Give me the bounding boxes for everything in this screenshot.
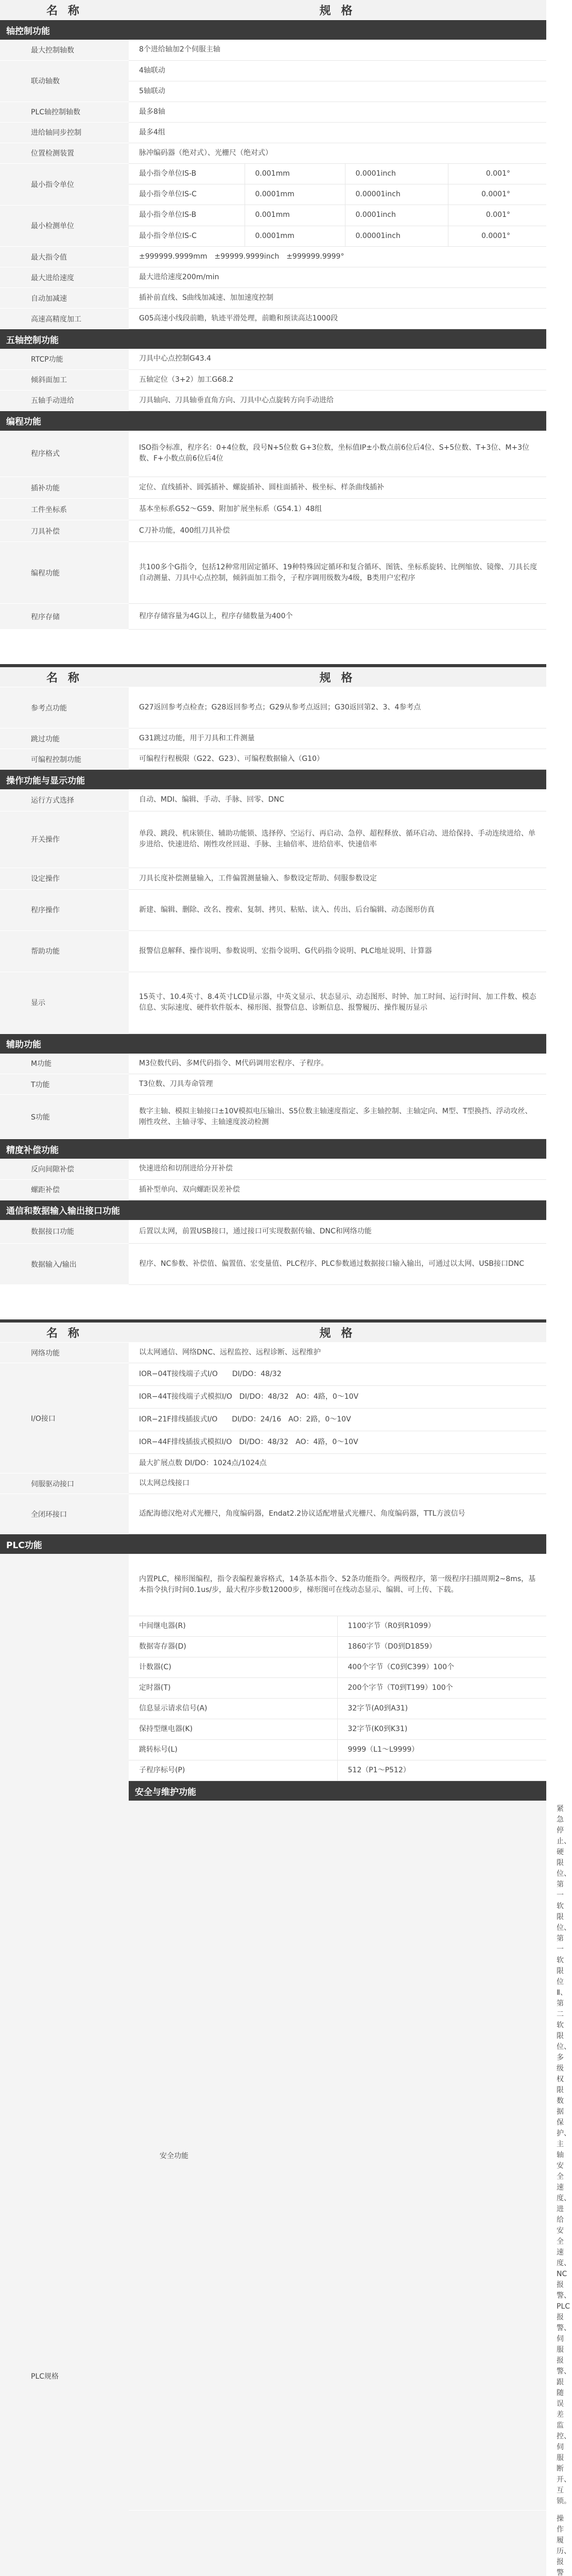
row-label: PLC规格 (0, 1554, 129, 2576)
row-label: M功能 (0, 1054, 129, 1074)
row-label: 五轴手动进给 (0, 390, 129, 411)
row-label: 刀具补偿 (0, 520, 129, 542)
table-row (0, 789, 546, 811)
table-row (0, 477, 546, 499)
table-row (0, 1473, 546, 1494)
table-header (0, 0, 546, 20)
unit-subtable-cell (129, 205, 546, 247)
table-row (0, 1074, 546, 1095)
table-row (0, 1494, 546, 1534)
section-header (0, 20, 546, 40)
table-row (0, 390, 546, 411)
row-value: IOR−21F排线插拔式I/O DI/DO：24/16 AO：2路，0～10V (129, 1409, 546, 1431)
row-value: 插补型单向、双向螺距误差补偿 (129, 1179, 546, 1200)
section-header (0, 770, 546, 790)
spec-table-1 (0, 0, 546, 630)
table-row (0, 369, 546, 390)
row-value: 5轴联动 (129, 81, 546, 101)
row-label: 编程功能 (0, 542, 129, 604)
row-value: C刀补功能，400组刀具补偿 (129, 520, 546, 542)
row-value: ISO指令标准，程序名：0+4位数，段号N+5位数 G+3位数，坐标值IP±小数点前6位后4位、S+5位数、T+3位、M+3位数、F+小数点前6位后4位 (129, 431, 546, 477)
section-title: 精度补偿功能 (0, 1139, 546, 1159)
plc-row (129, 1740, 546, 1760)
row-label: 工件坐标系 (0, 499, 129, 520)
plc-row (129, 1699, 546, 1719)
row-label: 最大指令值 (0, 247, 129, 267)
subtable-cell: 0.001° (448, 164, 546, 184)
table-row (0, 122, 546, 143)
row-value: 后置以太网，前置USB接口，通过接口可实现数据传输、DNC和网络功能 (129, 1220, 546, 1244)
table-row (0, 267, 546, 288)
subtable-cell: 最小指令单位IS-C (129, 184, 245, 205)
row-value: 适配海德汉绝对式光栅尺，角度编码器，Endat2.2协议适配增量式光栅尺、角度编码器，TTL方波信号 (129, 1494, 546, 1534)
header-spec: 规 格 (129, 1323, 546, 1343)
table-row (0, 604, 546, 630)
row-label: 参考点功能 (0, 687, 129, 728)
row-value: 共100多个G指令，包括12种常用固定循环、19种特殊固定循环和复合循环、图铣、坐标系旋转、比例缩放、镜像、刀具长度自动测量、刀具中心点控制，倾斜面加工指令，子程序调用级数为4级，B类用户宏程序 (129, 542, 546, 604)
table-row (0, 101, 546, 122)
row-label: 最小检测单位 (0, 205, 129, 247)
subtable-cell: 0.0001° (448, 184, 546, 205)
subtable-cell: 0.001° (448, 205, 546, 226)
table-row (0, 811, 546, 868)
table-row (0, 349, 546, 369)
row-label: RTCP功能 (0, 349, 129, 369)
subtable-cell: 0.0001mm (245, 226, 345, 246)
subtable-cell: 0.0001inch (345, 164, 448, 184)
row-value: 定位、直线插补、圆弧插补、螺旋插补、圆柱面插补、极坐标、样条曲线插补 (129, 477, 546, 499)
table-row (0, 868, 546, 889)
row-value: 刀具中心点控制G43.4 (129, 349, 546, 369)
table-row: 操作履历、报警 (0, 2511, 546, 2576)
row-label: 反向间隙补偿 (0, 1159, 129, 1179)
table-row (0, 143, 546, 163)
row-value: 4轴联动 (129, 60, 546, 81)
row-label: 最大控制轴数 (0, 40, 129, 60)
row-label: 安全功能 (129, 1801, 546, 2511)
plc-row-value: 32字节(K0到K31) (337, 1719, 546, 1740)
plc-row-value: 1860字节（D0到D1859） (337, 1637, 546, 1657)
table-header (0, 1323, 546, 1343)
row-label: 设定操作 (0, 868, 129, 889)
row-value: 五轴定位（3+2）加工G68.2 (129, 369, 546, 390)
row-label: 最小指令单位 (0, 163, 129, 205)
row-label: 运行方式选择 (0, 789, 129, 811)
row-label: 全闭环接口 (0, 1494, 129, 1534)
table-row (0, 1054, 546, 1074)
row-value: T3位数、刀具寿命管理 (129, 1074, 546, 1095)
row-value: M3位数代码、多M代码指令、M代码调用宏程序、子程序。 (129, 1054, 546, 1074)
table-row (0, 749, 546, 770)
plc-row-key: 保持型继电器(K) (129, 1719, 337, 1740)
table-row (0, 40, 546, 60)
row-label: PLC轴控制轴数 (0, 101, 129, 122)
row-label: 程序格式 (0, 431, 129, 477)
row-value: G31跳过功能，用于刀具和工件测量 (129, 728, 546, 749)
plc-row-value: 1100字节（R0到R1099） (337, 1616, 546, 1637)
row-label: T功能 (0, 1074, 129, 1095)
row-value: G27返回参考点检查；G28返回参考点；G29从参考点返回；G30返回第2、3、4参考点 (129, 687, 546, 728)
table-row (0, 542, 546, 604)
row-label: 倾斜面加工 (0, 369, 129, 390)
plc-row-value: 32字节(A0到A31) (337, 1699, 546, 1719)
row-value: 15英寸、10.4英寸、8.4英寸LCD显示器，中英文显示、状态显示、动态图形、时钟、加工时间、运行时间、加工件数、模态信息、实际速度、硬件软件版本、梯形图、报警信息、诊断信息、报警履历、操作履历显示 (129, 972, 546, 1033)
row-value: 快速进给和切削进给分开补偿 (129, 1159, 546, 1179)
table-row (0, 205, 546, 247)
plc-row-key: 计数器(C) (129, 1657, 337, 1678)
row-label: 位置检测装置 (0, 143, 129, 163)
table-row (0, 1363, 546, 1386)
row-value: 脉冲编码器（绝对式）、光栅尺（绝对式） (129, 143, 546, 163)
row-label: 伺服驱动接口 (0, 1473, 129, 1494)
row-value: 以太网总线接口 (129, 1473, 546, 1494)
subtable-cell: 0.00001inch (345, 226, 448, 246)
table-row (0, 1179, 546, 1200)
plc-subtable-cell (129, 1616, 546, 1781)
row-value: 最多4组 (129, 122, 546, 143)
section-title: 五轴控制功能 (0, 329, 546, 349)
section-title: 安全与维护功能 (129, 1781, 546, 1801)
unit-subtable (129, 164, 546, 206)
row-label: 联动轴数 (0, 60, 129, 101)
subtable-cell: 0.001mm (245, 164, 345, 184)
subtable-cell: 0.0001mm (245, 184, 345, 205)
plc-subtable (129, 1616, 546, 1782)
row-label: 显示 (0, 972, 129, 1033)
section-header (0, 1139, 546, 1159)
plc-row-key: 跳转标号(L) (129, 1740, 337, 1760)
plc-row-key: 信息显示请求信号(A) (129, 1699, 337, 1719)
plc-row-value: 9999（L1～L9999） (337, 1740, 546, 1760)
row-value: 程序、NC参数、补偿值、偏置值、宏变量值、PLC程序、PLC参数通过数据接口输入输出，可通过以太网、USB接口DNC (129, 1244, 546, 1285)
table-row (0, 431, 546, 477)
row-label: 自动加减速 (0, 288, 129, 309)
plc-row-key: 子程序标号(P) (129, 1760, 337, 1781)
section-header (0, 1033, 546, 1054)
subtable-cell: 最小指令单位IS-B (129, 205, 245, 226)
header-name: 名 称 (0, 1323, 129, 1343)
row-value: 8个进给轴加2个伺服主轴 (129, 40, 546, 60)
plc-row (129, 1657, 546, 1678)
section-header (0, 1200, 546, 1220)
plc-row-value: 400个字节（C0到C399）100个 (337, 1657, 546, 1678)
plc-row (129, 1678, 546, 1699)
section-title: 操作功能与显示功能 (0, 770, 546, 790)
section-title: 编程功能 (0, 411, 546, 431)
row-value: 报警信息解释、操作说明、参数说明、宏指令说明、G代码指令说明、PLC地址说明、计算器 (129, 930, 546, 972)
spec-table-3 (0, 1323, 546, 2576)
row-label: 高速高精度加工 (0, 309, 129, 329)
table-header (0, 667, 546, 687)
subtable-cell: 0.0001° (448, 226, 546, 246)
plc-row-key: 中间继电器(R) (129, 1616, 337, 1637)
plc-row (129, 1637, 546, 1657)
table-row: 安全功能 紧急停止、硬限位、第一软限位、第一软限位Ⅱ、第二软限位、多级权限数据保护、主轴安全速度、进给安全速度、NC报警、PLC报警、伺服报警、跟随误差监控、伺服断开、互锁。 (0, 1801, 546, 2511)
row-value: 数字主轴、模拟主轴接口±10V模拟电压输出、S5位数主轴速度指定、多主轴控制、主轴定向、M型、T型换挡、浮动攻丝、刚性攻丝、主轴寻零、主轴速度波动检测 (129, 1095, 546, 1139)
row-label (129, 2511, 546, 2576)
header-name: 名 称 (0, 0, 129, 20)
section-header (0, 329, 546, 349)
row-value: 新建、编辑、删除、改名、搜索、复制、拷贝、粘贴、读入、传出、后台编辑、动态图形仿真 (129, 889, 546, 930)
row-value: 内置PLC，梯形图编程，指令表编程兼容格式，14条基本指令、52条功能指令。两级程序，第一级程序扫描周期2~8ms，基本指令执行时间0.1us/步，最大程序步数12000步，梯形图可在线动态显示、编辑、可上传、下载。 (129, 1554, 546, 1616)
table-row (0, 1159, 546, 1179)
row-value: 单段、跳段、机床锁住、辅助功能锁、选择停、空运行、再启动、急停、超程释放、循环启动、进给保持、手动连续进给、单步进给、快速进给、刚性攻丝回退、手脉、主轴倍率、进给倍率、快速倍率 (129, 811, 546, 868)
unit-subtable-cell (129, 163, 546, 205)
subtable-cell: 0.0001inch (345, 205, 448, 226)
row-label: I/O接口 (0, 1363, 129, 1473)
table-row (0, 1095, 546, 1139)
table-row (0, 60, 546, 81)
row-value: G05高速小线段前瞻，轨迹平滑处理，前瞻和预读高达1000段 (129, 309, 546, 329)
table-row (0, 520, 546, 542)
table-row (0, 1554, 546, 1616)
table-row (0, 1244, 546, 1285)
table-row (0, 1343, 546, 1363)
row-label: 螺距补偿 (0, 1179, 129, 1200)
row-label: 跳过功能 (0, 728, 129, 749)
row-label: 插补功能 (0, 477, 129, 499)
plc-row-key: 定时器(T) (129, 1678, 337, 1699)
page-gap (0, 1285, 546, 1319)
plc-row (129, 1760, 546, 1781)
row-value: 可编程行程极限（G22、G23）、可编程数据输入（G10） (129, 749, 546, 770)
subtable-cell: 最小指令单位IS-C (129, 226, 245, 246)
plc-row (129, 1616, 546, 1637)
unit-subtable (129, 205, 546, 247)
table-row (0, 889, 546, 930)
section-header (0, 411, 546, 431)
table-row (0, 247, 546, 267)
plc-row-value: 512（P1～P512） (337, 1760, 546, 1781)
row-label: 可编程控制功能 (0, 749, 129, 770)
subtable-cell: 0.00001inch (345, 184, 448, 205)
table-row (0, 309, 546, 329)
subtable-cell: 最小指令单位IS-B (129, 164, 245, 184)
table-row (0, 728, 546, 749)
row-label: 帮助功能 (0, 930, 129, 972)
table-row (0, 687, 546, 728)
table-row (0, 288, 546, 309)
row-label: 程序操作 (0, 889, 129, 930)
row-label: 程序存储 (0, 604, 129, 630)
row-value: 插补前直线、S曲线加减速、加加速度控制 (129, 288, 546, 309)
row-value: ±999999.9999mm ±99999.9999inch ±999999.9999° (129, 247, 546, 267)
row-label: 网络功能 (0, 1343, 129, 1363)
row-value: 基本坐标系G52～G59、附加扩展坐标系（G54.1）48组 (129, 499, 546, 520)
row-value: 自动、MDI、编辑、手动、手脉、回零、DNC (129, 789, 546, 811)
row-value: 最多8轴 (129, 101, 546, 122)
row-label: 最大进给速度 (0, 267, 129, 288)
row-label: 数据接口功能 (0, 1220, 129, 1244)
row-value: 刀具长度补偿测量输入，工件偏置测量输入、参数设定帮助、伺服参数设定 (129, 868, 546, 889)
page-gap (0, 630, 546, 664)
row-value: 程序存储容量为4G以上，程序存储数量为400个 (129, 604, 546, 630)
plc-row (129, 1719, 546, 1740)
plc-row-key: 数据寄存器(D) (129, 1637, 337, 1657)
header-spec: 规 格 (129, 0, 546, 20)
spec-table-2 (0, 667, 546, 1285)
subtable-cell: 0.001mm (245, 205, 345, 226)
row-value: IOR−04T接线端子式I/O DI/DO：48/32 (129, 1363, 546, 1386)
section-header (0, 1534, 546, 1554)
plc-row-value: 200个字节（T0到T199）100个 (337, 1678, 546, 1699)
row-label: 进给轴同步控制 (0, 122, 129, 143)
table-row (0, 972, 546, 1033)
section-title: 轴控制功能 (0, 20, 546, 40)
section-title: PLC功能 (0, 1534, 546, 1554)
row-label: S功能 (0, 1095, 129, 1139)
row-value: 刀具轴向、刀具轴垂直角方向、刀具中心点旋转方向手动进给 (129, 390, 546, 411)
header-name: 名 称 (0, 667, 129, 687)
table-row (0, 499, 546, 520)
row-value: 最大扩展点数 DI/DO：1024点/1024点 (129, 1454, 546, 1473)
row-label: 开关操作 (0, 811, 129, 868)
table-row (0, 930, 546, 972)
header-spec: 规 格 (129, 667, 546, 687)
section-title: 通信和数据输入输出接口功能 (0, 1200, 546, 1220)
table-row (0, 163, 546, 205)
row-value: IOR−44T接线端子式模拟I/O DI/DO：48/32 AO：4路，0～10V (129, 1386, 546, 1409)
table-row (0, 1220, 546, 1244)
row-label: 数据输入/输出 (0, 1244, 129, 1285)
row-value: 以太网通信、网络DNC、远程监控、远程诊断、远程维护 (129, 1343, 546, 1363)
row-value: IOR−44F排线插拔式模拟I/O DI/DO：48/32 AO：4路，0～10V (129, 1431, 546, 1454)
row-value: 最大进给速度200m/min (129, 267, 546, 288)
section-title: 辅助功能 (0, 1033, 546, 1054)
